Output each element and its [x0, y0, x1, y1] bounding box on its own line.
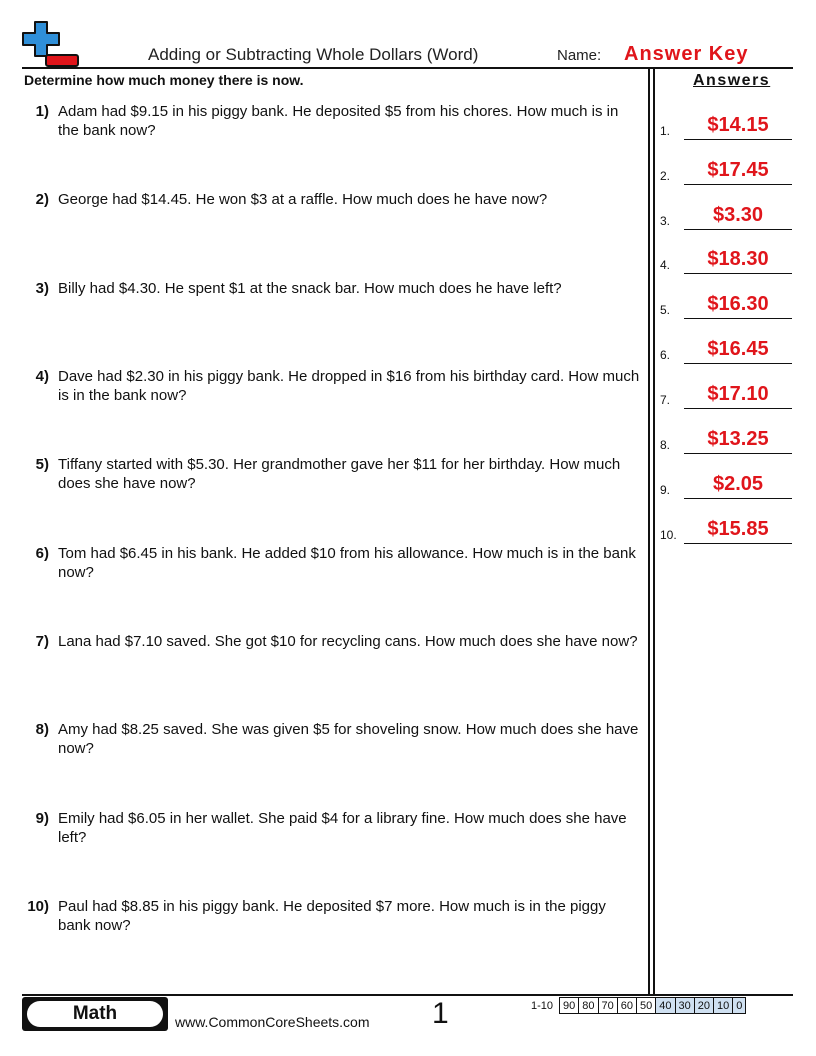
- answer-line: [684, 498, 792, 499]
- plus-minus-logo-icon: [22, 20, 80, 68]
- score-cell: 20: [694, 998, 713, 1014]
- answer-row: [660, 514, 792, 544]
- answer-row: [660, 469, 792, 499]
- answer-line: [684, 184, 792, 185]
- footer-rule: [22, 994, 793, 996]
- answer-value: $2.05: [712, 473, 764, 495]
- answer-row: [660, 155, 792, 185]
- score-cell: 70: [598, 998, 617, 1014]
- problem-text: Emily had $6.05 in her wallet. She paid $4 for a library fine. How much does she have left?: [58, 810, 627, 846]
- answer-value: $18.30: [707, 248, 769, 270]
- problem-number: 8): [35, 721, 49, 738]
- answer-number: 2.: [660, 169, 671, 183]
- answer-number: 8.: [660, 438, 671, 452]
- answer-value: $16.30: [707, 293, 769, 315]
- score-cell: 50: [637, 998, 656, 1014]
- problem-text: Dave had $2.30 in his piggy bank. He dropped in $16 from his birthday card. How much is in the bank now?: [58, 368, 640, 404]
- answer-number: 5.: [660, 303, 671, 317]
- problem-number: 5): [35, 456, 49, 473]
- answer-number: 10.: [660, 528, 677, 542]
- problem-text: Billy had $4.30. He spent $1 at the snack bar. How much does he have left?: [58, 280, 562, 297]
- answers-heading: Answers: [693, 72, 771, 89]
- page-number: 1: [432, 997, 449, 1030]
- answer-row: [660, 244, 792, 274]
- problem-text: Tom had $6.45 in his bank. He added $10 from his allowance. How much is in the bank now?: [58, 545, 636, 581]
- name-label: Name:: [557, 47, 602, 64]
- column-divider-left: [648, 69, 650, 994]
- problem-number: 1): [35, 103, 49, 120]
- answer-row: [660, 200, 792, 230]
- instructions: Determine how much money there is now.: [24, 72, 304, 88]
- score-range: 1-10: [531, 999, 554, 1012]
- problem-number: 10): [27, 898, 49, 915]
- problem-text: Paul had $8.85 in his piggy bank. He deposited $7 more. How much is in the piggy bank now?: [58, 898, 606, 934]
- answer-value: $17.10: [707, 383, 769, 405]
- website-url: www.CommonCoreSheets.com: [175, 1014, 370, 1030]
- answer-line: [684, 453, 792, 454]
- answer-number: 6.: [660, 348, 671, 362]
- answer-line: [684, 139, 792, 140]
- problem-number: 3): [35, 280, 49, 297]
- answer-row: [660, 110, 792, 140]
- problem-number: 4): [35, 368, 49, 385]
- problem-text: Lana had $7.10 saved. She got $10 for recycling cans. How much does she have now?: [58, 633, 638, 650]
- answer-value: $3.30: [712, 204, 764, 226]
- problem-number: 2): [35, 191, 49, 208]
- answer-row: [660, 379, 792, 409]
- score-table: [528, 997, 746, 1014]
- header-rule: [22, 67, 793, 69]
- answer-row: [660, 289, 792, 319]
- answer-number: 9.: [660, 483, 671, 497]
- answer-line: [684, 543, 792, 544]
- answer-line: [684, 408, 792, 409]
- problem-text: Tiffany started with $5.30. Her grandmother gave her $11 for her birthday. How much does she have now?: [58, 456, 621, 492]
- answer-line: [684, 363, 792, 364]
- score-cell: 40: [656, 998, 675, 1014]
- answer-key-label: Answer Key: [624, 43, 749, 65]
- subject-label: Math: [27, 1001, 163, 1027]
- score-cell: 0: [733, 998, 746, 1014]
- answer-number: 4.: [660, 258, 671, 272]
- column-divider-right: [653, 69, 655, 994]
- problem-text: George had $14.45. He won $3 at a raffle. How much does he have now?: [58, 191, 548, 208]
- answer-value: $13.25: [707, 428, 769, 450]
- score-cell: 60: [617, 998, 636, 1014]
- answer-number: 1.: [660, 124, 671, 138]
- answer-row: [660, 334, 792, 364]
- problem-number: 6): [35, 545, 49, 562]
- answer-value: $16.45: [707, 338, 769, 360]
- answer-row: [660, 424, 792, 454]
- subject-badge: [22, 997, 168, 1031]
- problem-text: Adam had $9.15 in his piggy bank. He deposited $5 from his chores. How much is in the bank now?: [58, 103, 619, 139]
- answer-line: [684, 229, 792, 230]
- problem-number: 9): [35, 810, 49, 827]
- answer-number: 7.: [660, 393, 671, 407]
- score-cell: 80: [579, 998, 598, 1014]
- answer-line: [684, 273, 792, 274]
- problem-text: Amy had $8.25 saved. She was given $5 for shoveling snow. How much does she have now?: [58, 721, 639, 757]
- answer-value: $14.15: [707, 114, 769, 136]
- answer-line: [684, 318, 792, 319]
- score-cell: 90: [560, 998, 579, 1014]
- answer-value: $17.45: [707, 159, 769, 181]
- answer-number: 3.: [660, 214, 671, 228]
- answer-value: $15.85: [707, 518, 769, 540]
- problem-number: 7): [35, 633, 49, 650]
- score-cell: 10: [714, 998, 733, 1014]
- score-cell: 30: [675, 998, 694, 1014]
- worksheet-title: Adding or Subtracting Whole Dollars (Word): [148, 45, 479, 64]
